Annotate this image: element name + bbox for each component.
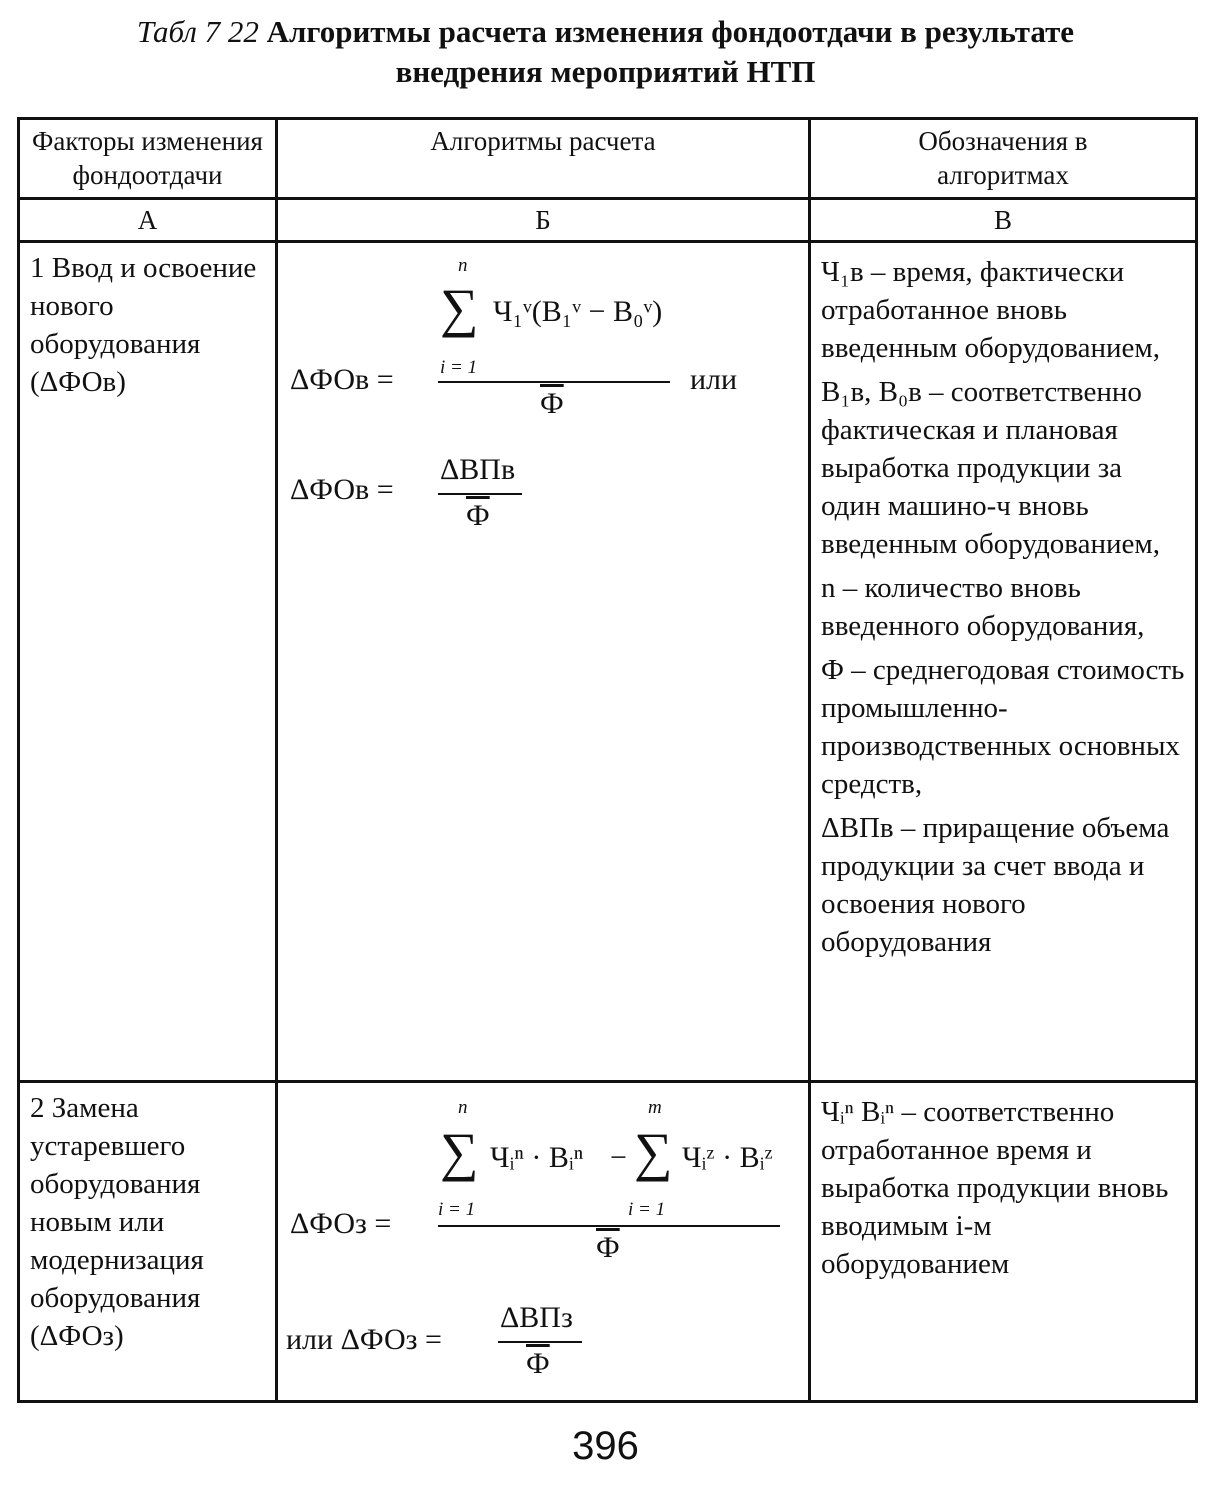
notation-cell-2 [810, 1082, 1197, 1402]
fraction-bar [438, 381, 670, 383]
letter-a: А [19, 199, 277, 242]
alt-numerator2: ΔВПз [500, 1301, 573, 1334]
header-notation: Обозначения в алгоритмах [810, 119, 1197, 199]
sum1-sign: ∑ [440, 1122, 479, 1182]
sum2-sign: ∑ [634, 1122, 673, 1182]
sum2-upper-limit: m [648, 1097, 662, 1118]
notation-2-1: Чᵢⁿ Вᵢⁿ – соответственно отработанное время и выработка продукции вновь вводимым i-м оборудованием [821, 1096, 1169, 1280]
formula-cell-1 [277, 242, 810, 1082]
caption-line1: Алгоритмы расчета изменения фондоотдачи в результате [266, 14, 1075, 49]
factor-text-2: 2 Замена устаревшего оборудования новым или модернизация оборудования (ΔФОз) [30, 1092, 204, 1352]
numerator-term: Ч₁ᵛ(В₁ᵛ − В₀ᵛ) [493, 295, 663, 328]
sum1-upper-limit: n [458, 1097, 468, 1118]
sum-upper-limit: n [458, 255, 468, 276]
caption-line2: внедрения мероприятий НТП [395, 54, 816, 89]
alt-numerator: ΔВПв [440, 453, 516, 486]
notation-1-3: n – количество вновь введенного оборудования, [821, 572, 1145, 642]
notation-1-1: Ч₁в – время, фактически отработанное вновь введенным оборудованием, [821, 256, 1160, 364]
notation-1-5: ΔВПв – приращение объема продукции за счет ввода и освоения нового оборудования [821, 812, 1170, 958]
sum-sign: ∑ [440, 278, 479, 338]
sum-lower-limit: i = 1 [440, 357, 478, 378]
alt-fraction2-bar [498, 1341, 582, 1343]
alt-formula-lhs: ΔФОв = [290, 473, 394, 506]
letter-b: Б [277, 199, 810, 242]
algorithms-table [17, 117, 1198, 1403]
sum1-lower-limit: i = 1 [438, 1199, 476, 1220]
factor-cell-1 [19, 242, 277, 1082]
formula-lhs: ΔФОв = [290, 363, 394, 396]
factor-cell-2 [19, 1082, 277, 1402]
header-factors: Факторы изменения фондоотдачи [19, 119, 277, 199]
caption-label: Табл 7 22 [136, 14, 259, 49]
header-algorithms: Алгоритмы расчета [277, 119, 810, 199]
denominator: Ф [540, 387, 564, 420]
alt-formula2-lhs: или ΔФОз = [286, 1323, 442, 1356]
alt-denominator2: Ф [526, 1347, 550, 1380]
numerator-term2: Чᵢᶻ · Вᵢᶻ [682, 1141, 773, 1174]
formula2-lhs: ΔФОз = [290, 1207, 392, 1240]
letter-c: В [810, 199, 1197, 242]
notation-cell-1 [810, 242, 1197, 1082]
notation-1-4: Ф – среднегодовая стоимость промышленно-производственных основных средств, [821, 654, 1185, 800]
alt-fraction-bar [438, 493, 522, 495]
alt-denominator: Ф [466, 499, 490, 532]
minus-sign: − [610, 1141, 627, 1174]
notation-1-2: В₁в, В₀в – соответственно фактическая и плановая выработка продукции за один машино-ч вновь введенным оборудованием, [821, 376, 1160, 560]
fraction2-bar [438, 1225, 780, 1227]
numerator-term1: Чᵢⁿ · Вᵢⁿ [490, 1141, 584, 1174]
or-connector: или [690, 363, 738, 396]
page-number: 396 [572, 1424, 639, 1468]
denominator2: Ф [596, 1231, 620, 1264]
sum2-lower-limit: i = 1 [628, 1199, 666, 1220]
formula-cell-2 [277, 1082, 810, 1402]
factor-text-1: 1 Ввод и освоение нового оборудования (ΔФОв) [30, 252, 257, 398]
table-caption [0, 12, 1211, 92]
